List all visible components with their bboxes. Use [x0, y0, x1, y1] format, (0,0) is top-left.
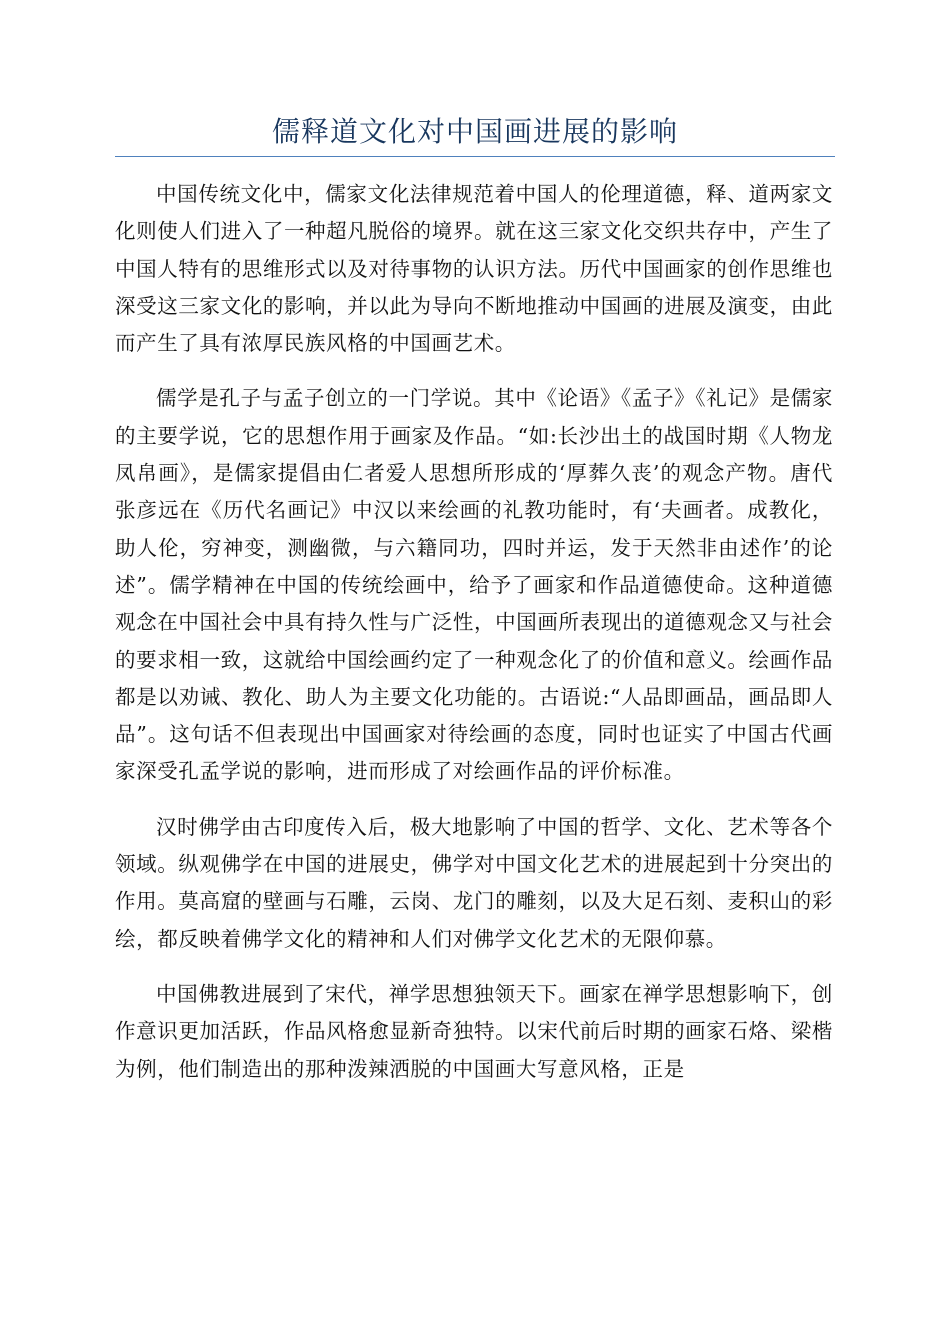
- document-body: [115, 176, 833, 1106]
- paragraph-intro: 中国传统文化中，儒家文化法律规范着中国人的伦理道德，释、道两家文化则使人们进入了一种超凡脱俗的境界。就在这三家文化交织共存中，产生了中国人特有的思维形式以及对待事物的认识方法。历代中国画家的创作思维也深受这三家文化的影响，并以此为导向不断地推动中国画的进展及演变，由此而产生了具有浓厚民族风格的中国画艺术。: [115, 182, 833, 356]
- paragraph-chan-buddhism: 中国佛教进展到了宋代，禅学思想独领天下。画家在禅学思想影响下，创作意识更加活跃，作品风格愈显新奇独特。以宋代前后时期的画家石烙、梁楷为例，他们制造出的那种泼辣洒脱的中国画大写意风格，正是: [115, 981, 833, 1081]
- document-title: 儒释道文化对中国画进展的影响: [271, 115, 678, 148]
- paragraph-confucianism: 儒学是孔子与孟子创立的一门学说。其中《论语》《孟子》《礼记》是儒家的主要学说，它的思想作用于画家及作品。“如:长沙出土的战国时期《人物龙凤帛画》，是儒家提倡由仁者爱人思想所形成的‘厚葬久丧’的观念产物。唐代张彦远在《历代名画记》中汉以来绘画的礼教功能时，有‘夫画者。成教化，助人伦，穷神变，测幽微，与六籍同功，四时并运，发于天然非由述作’的论述”。儒学精神在中国的传统绘画中，给予了画家和作品道德使命。这种道德观念在中国社会中具有持久性与广泛性，中国画所表现出的道德观念又与社会的要求相一致，这就给中国绘画约定了一种观念化了的价值和意义。绘画作品都是以劝诫、教化、助人为主要文化功能的。古语说:“人品即画品，画品即人品”。这句话不但表现出中国画家对待绘画的态度，同时也证实了中国古代画家深受孔孟学说的影响，进而形成了对绘画作品的评价标准。: [115, 386, 833, 784]
- title-block: [115, 110, 835, 157]
- paragraph-buddhism: 汉时佛学由古印度传入后，极大地影响了中国的哲学、文化、艺术等各个领域。纵观佛学在中国的进展史，佛学对中国文化艺术的进展起到十分突出的作用。莫高窟的壁画与石雕，云岗、龙门的雕刻，以及大足石刻、麦积山的彩绘，都反映着佛学文化的精神和人们对佛学文化艺术的无限仰慕。: [115, 814, 833, 951]
